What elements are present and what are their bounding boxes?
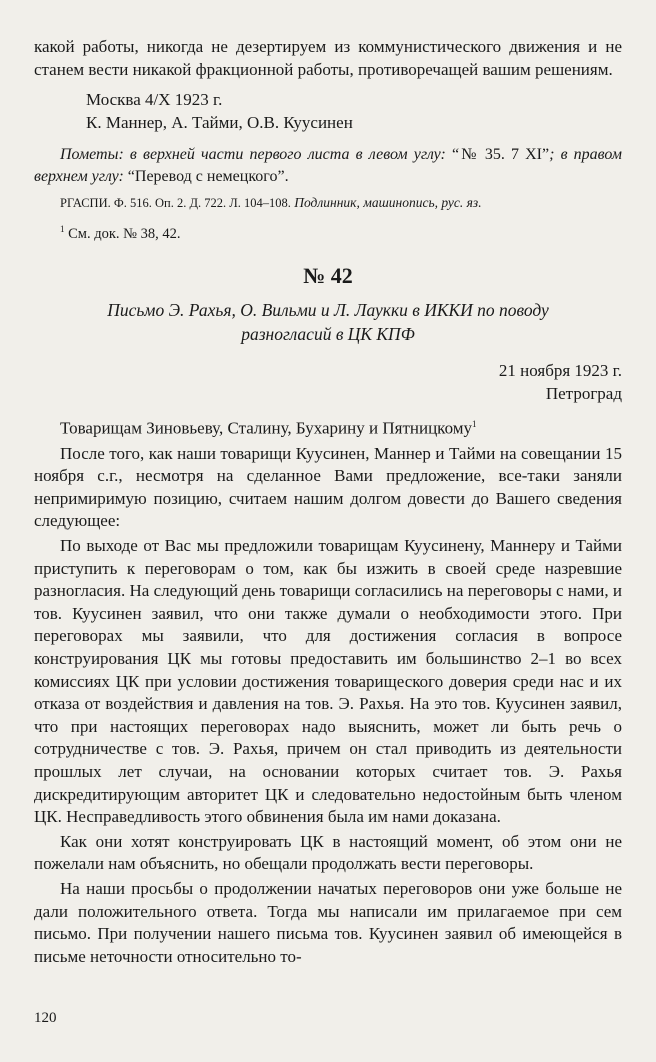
top-paragraph: какой работы, никогда не дезертируем из коммунистического движения и не станем вести никакой фракционной работы, противоречащей вашим решениям. (34, 37, 622, 79)
archive-reference (34, 194, 622, 212)
archive-note: Подлинник, машинопись, рус. яз. (294, 195, 482, 211)
remarks-end: . (284, 168, 289, 186)
addressee (34, 413, 622, 440)
document-date-place (34, 360, 622, 405)
document-date: 21 ноября 1923 г. (498, 361, 622, 381)
document-title: Письмо Э. Рахья, О. Вильми и Л. Лаукки в ИККИ по поводу разногласий в ЦК КПФ (107, 300, 549, 345)
document-number: № 42 (303, 263, 353, 289)
remarks-part1: Пометы: в верхней части первого листа в левом углу: (60, 146, 446, 164)
remarks-quote1: “№ 35. 7 XI” (452, 146, 550, 164)
paragraph: На наши просьбы о продолжении начатых переговоров они уже больше не дали положительного ответа. Тогда мы написали им прилагаемое при сем письмо. При получении нашего письма тов. Куусинен заявил об имеющейся в письме неточности относительно то- (34, 878, 622, 966)
page-number: 120 (34, 1010, 57, 1026)
footnote-text: См. док. № 38, 42. (68, 226, 181, 243)
remarks (34, 144, 622, 188)
document-place: Петроград (545, 383, 622, 403)
paragraph: После того, как наши товарищи Куусинен, Маннер и Тайми на совещании 15 ноября с.г., несмотря на сделанное Вами предложение, все-таки заняли непримиримую позицию, считаем нашим долгом довести до Вашего сведения следующее: (34, 443, 622, 531)
signatories: К. Маннер, А. Тайми, О.В. Куусинен (86, 112, 353, 132)
footnote (34, 220, 622, 244)
addressee-text: Товарищам Зиновьеву, Сталину, Бухарину и Пятницкому (60, 419, 473, 439)
paragraph: Как они хотят конструировать ЦК в настоящий момент, об этом они не пожелали нам объяснить, но обещали продолжать вести переговоры. (34, 831, 622, 874)
paragraph: По выходе от Вас мы предложили товарищам Куусинену, Маннеру и Тайми приступить к переговорам о том, как бы изжить в своей среде назревшие разногласия. На следующий день товарищи согласились на переговоры с нами, и тов. Куусинен заявил, что они также думали о необходимости этого. При переговорах мы заявили, что для достижения согласия в вопросе конструирования ЦК мы готовы предоставить им большинство 2–1 во всех комиссиях ЦК при условии достижения товарищеского доверия среди нас и их отказа от воздействия и давления на тов. Э. Рахья. На это тов. Куусинен заявил, что при настоящих переговорах надо выяснить, может ли быть речь о сотрудничестве с тов. Э. Рахья, причем он стал приводить из деятельности прошлых лет случаи, на основании которых считает тов. Э. Рахья дискредитирующим авторитет ЦК и следовательно недостойным быть членом ЦК. Несправедливость этого обвинения была им нами доказана. (34, 536, 622, 827)
remarks-part2: ; в правом верхнем углу: (34, 146, 622, 186)
footnote-mark: 1 (60, 224, 65, 235)
addressee-mark: 1 (472, 419, 477, 430)
archive-code: РГАСПИ. Ф. 516. Оп. 2. Д. 722. Л. 104–108. (60, 196, 291, 211)
remarks-quote2: “Перевод с немецкого” (127, 168, 285, 186)
place-date: Москва 4/X 1923 г. (86, 90, 223, 110)
